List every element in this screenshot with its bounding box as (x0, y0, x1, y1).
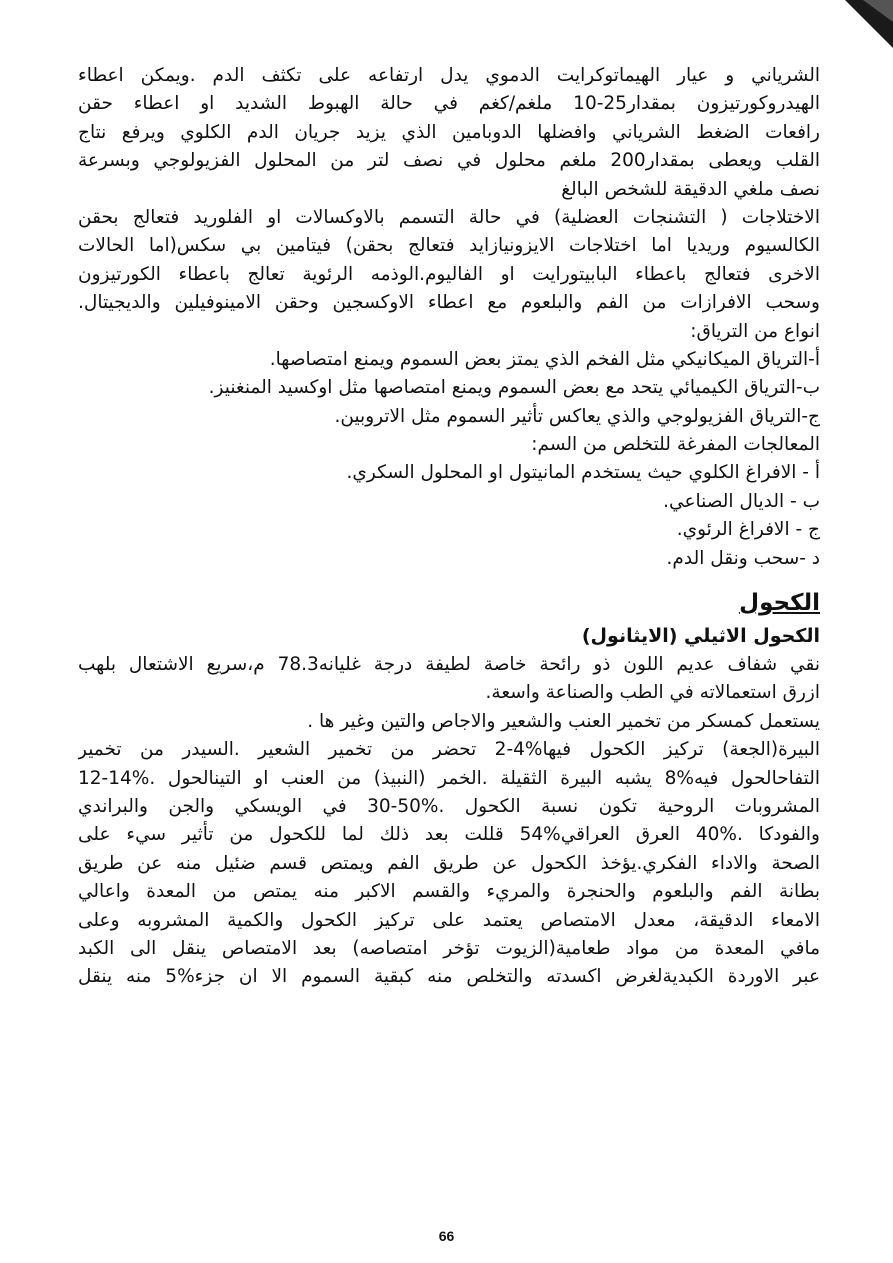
paragraph-line: نقي شفاف عديم اللون ذو رائحة خاصة لطيفة درجة غليانه78.3 م،سريع الاشتعال بلهب (78, 654, 820, 676)
paragraph-line: ازرق استعمالاته في الطب والصناعة واسعة. (485, 682, 820, 704)
paragraph-line: الاخرى فتعالج باعطاء البابيتورايت او الفاليوم.الوذمه الرئوية تعالج باعطاء الكورتيزون (78, 263, 820, 285)
corner-scan-mark (823, 0, 893, 70)
paragraph-line: التفاحالحول فيه%8 يشبه البيرة الثقيلة .الخمر (النبيذ) من العنب او التينالحول .%14-12 (78, 767, 820, 789)
paragraph-line: القلب ويعطى بمقدار200 ملغم محلول في نصف لتر من المحلول الفزيولوجي وبسرعة (78, 150, 820, 172)
paragraph-line: مافي المعدة من مواد طعامية(الزيوت تؤخر امتصاصه) بعد الامتصاص ينقل الى الكبد (78, 937, 820, 959)
page-body (78, 62, 820, 992)
evacuation-item: د -سحب ونقل الدم. (666, 547, 820, 569)
paragraph-line: بطانة الفم والبلعوم والحنجرة والمريء والقسم الاكبر منه يمتص من المعدة واعالي (78, 881, 820, 903)
paragraph-line: الشرياني و عيار الهيماتوكرايت الدموي يدل ارتفاعه على تكثف الدم .ويمكن اعطاء (78, 65, 820, 86)
antidote-item: ج-الترياق الفزيولوجي والذي يعاكس تأثير السموم مثل الاتروبين. (334, 405, 820, 427)
antidote-item: أ-الترياق الميكانيكي مثل الفخم الذي يمتز بعض السموم ويمنع امتصاصها. (269, 348, 820, 370)
section-spacer (78, 573, 820, 585)
antidotes-title: انواع من الترياق: (690, 320, 820, 342)
ethanol-subheading: الكحول الاثيلي (الايثانول) (581, 625, 820, 648)
paragraph-line: رافعات الضغط الشرياني وافضلها الدوبامين الذي يزيد جريان الدم الكلوي ويرفع نتاج (78, 121, 820, 143)
alcohol-heading: الكحول (739, 590, 820, 617)
paragraph-line: الهيدروكورتيزون بمقدار25-10 ملغم/كغم في حالة الهبوط الشديد او اعطاء حقن (78, 93, 820, 115)
evacuation-title: المعالجات المفرغة للتخلص من السم: (531, 434, 820, 456)
paragraph-line: الصحة والاداء الفكري.يؤخذ الكحول عن طريق الفم ويمتص قسم ضئيل منه عن طريق (78, 852, 820, 874)
evacuation-item: ب - الديال الصناعي. (663, 490, 820, 512)
page-number: 66 (438, 1228, 455, 1244)
paragraph-line: نصف ملغي الدقيقة للشخص البالغ (561, 178, 820, 200)
paragraph-line: يستعمل كمسكر من تخمير العنب والشعير والاجاص والتين وغير ها . (307, 710, 820, 732)
paragraph-line: الاختلاجات ( التشنجات العضلية) في حالة التسمم بالاوكسالات او الفلوريد فتعالج بحقن (78, 206, 820, 228)
paragraph-line: المشروبات الروحية تكون نسبة الكحول .%50-30 في الويسكي والجن والبراندي (78, 795, 820, 817)
paragraph-line: الامعاء الدقيقة، معدل الامتصاص يعتمد على تركيز الكحول والكمية المشروبه وعلى (78, 909, 820, 931)
paragraph-line: والفودكا .%40 العرق العراقي%54 قللت بعد ذلك لما للكحول من تأثير سيء على (78, 824, 820, 846)
evacuation-item: أ - الافراغ الكلوي حيث يستخدم المانيتول او المحلول السكري. (346, 462, 820, 484)
paragraph-line: الكالسيوم وريديا اما اختلاجات الايزونيازايد فتعالج بحقن) فيتامين بي سكس(اما الحالات (78, 235, 820, 257)
paragraph-line: البيرة(الجعة) تركيز الكحول فيها%4-2 تحضر من تخمير الشعير .السيدر من تخمير (78, 739, 820, 761)
antidote-item: ب-الترياق الكيميائي يتحد مع بعض السموم ويمنع امتصاصها مثل اوكسيد المنغنيز. (208, 377, 820, 399)
paragraph-line: وسحب الافرازات من الفم والبلعوم مع اعطاء الاوكسجين وحقن الامينوفيلين والديجيتال. (78, 292, 820, 314)
evacuation-item: ج - الافراغ الرئوي. (676, 519, 820, 541)
paragraph-line: عبر الاوردة الكبديةلغرض اكسدته والتخلص منه كبقية السموم الا ان جزء%5 منه ينقل (78, 966, 820, 988)
